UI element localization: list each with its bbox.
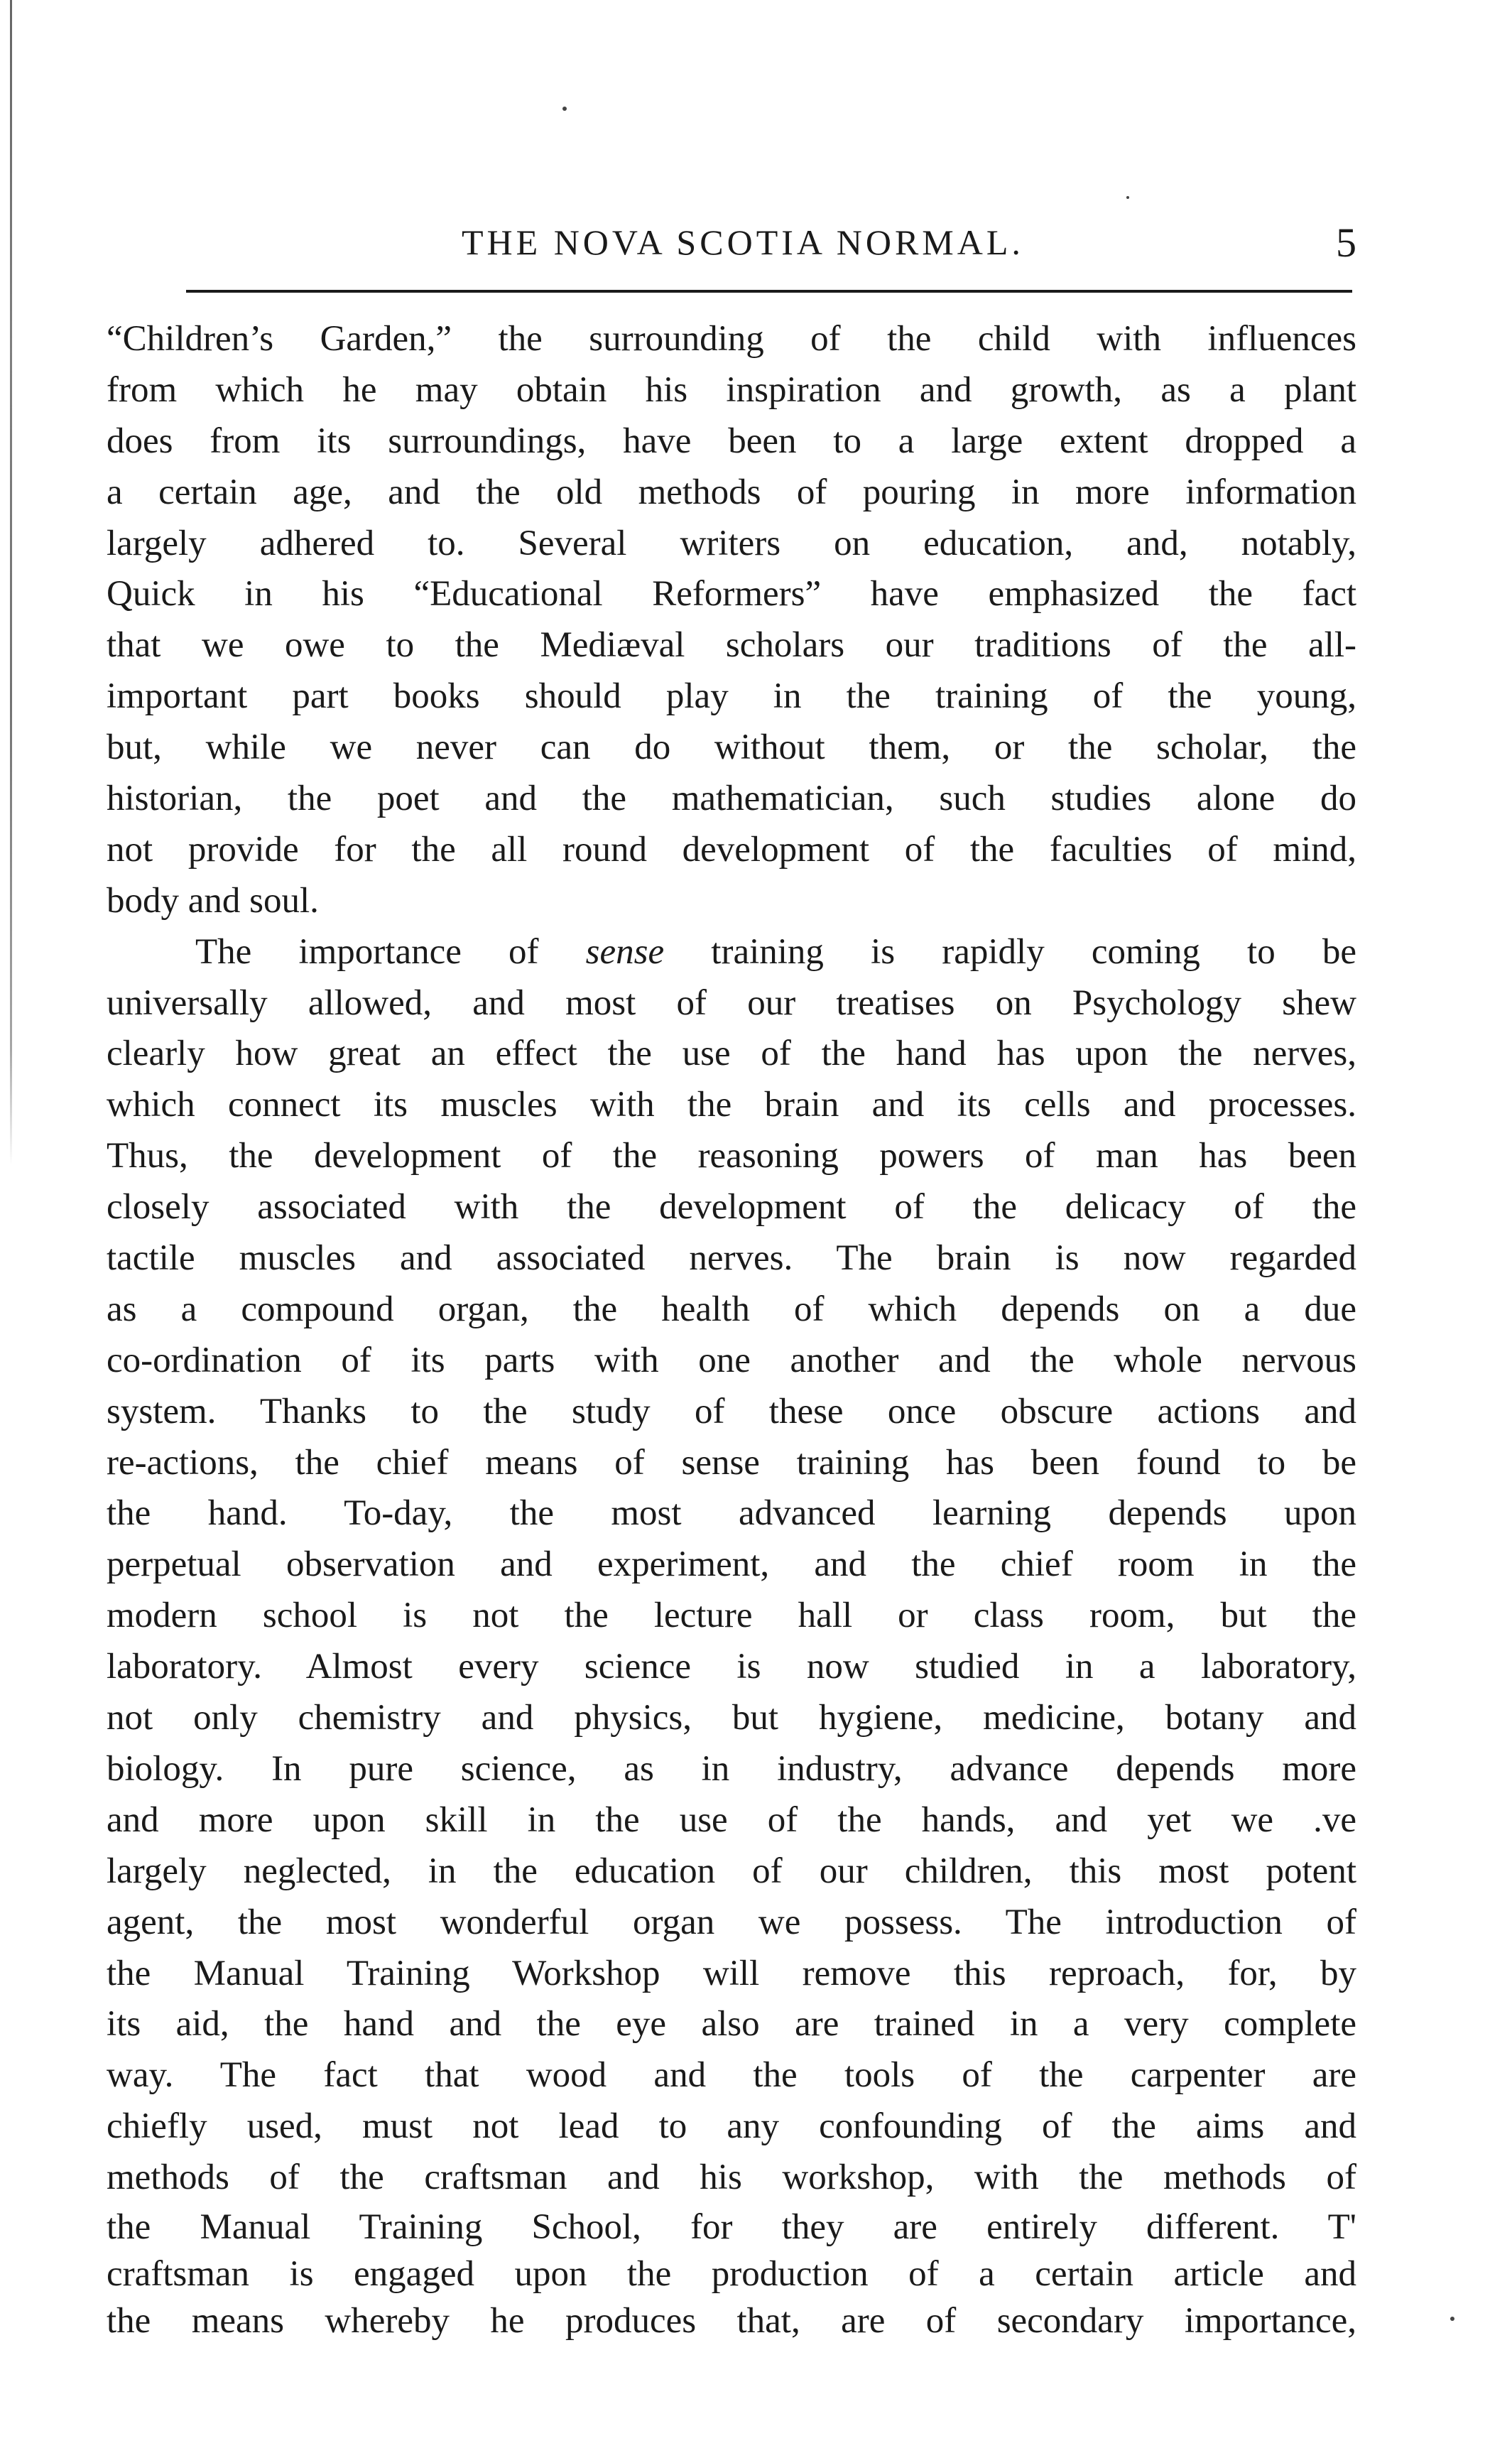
text-line: clearly how great an effect the use of the hand has upon the nerves, xyxy=(107,1034,1356,1074)
text-line: the Manual Training Workshop will remove this reproach, for, by xyxy=(107,1953,1356,1993)
page-header xyxy=(107,213,1356,270)
text-line: modern school is not the lecture hall or class room, but the xyxy=(107,1596,1356,1636)
text-line: largely adhered to. Several writers on education, and, notably, xyxy=(107,523,1356,563)
text-line: closely associated with the development of the delicacy of the xyxy=(107,1187,1356,1228)
text-line: not provide for the all round development of the faculties of mind, xyxy=(107,829,1356,870)
scan-speck xyxy=(1126,196,1129,199)
page-edge-mark xyxy=(10,0,12,1165)
text-line: largely neglected, in the education of our children, this most potent xyxy=(107,1851,1356,1891)
text-line: that we owe to the Mediæval scholars our traditions of the all- xyxy=(107,625,1356,666)
text-line: co-ordination of its parts with one another and the whole nervous xyxy=(107,1340,1356,1380)
text-line: biology. In pure science, as in industry, advance depends more xyxy=(107,1748,1356,1789)
text-line: and more upon skill in the use of the hands, and yet we .ve xyxy=(107,1799,1356,1840)
text-line: body and soul. xyxy=(107,880,319,921)
text-run: The importance of xyxy=(195,931,586,972)
running-head: THE NOVA SCOTIA NORMAL. xyxy=(462,222,1024,262)
text-line: craftsman is engaged upon the production of a certain article and xyxy=(107,2253,1356,2294)
text-line: from which he may obtain his inspiration and growth, as a plant xyxy=(107,369,1356,410)
text-line: “Children’s Garden,” the surrounding of the child with influences xyxy=(107,319,1356,359)
body-text xyxy=(107,314,1356,2344)
text-line: the means whereby he produces that, are of secondary importance, xyxy=(107,2300,1356,2341)
text-line: agent, the most wonderful organ we possess. The introduction of xyxy=(107,1902,1356,1942)
text-line: the hand. To-day, the most advanced learning depends upon xyxy=(107,1493,1356,1534)
text-line: way. The fact that wood and the tools of the carpenter are xyxy=(107,2055,1356,2096)
header-rule xyxy=(186,290,1352,293)
text-line: system. Thanks to the study of these once obscure actions and xyxy=(107,1391,1356,1431)
text-line: as a compound organ, the health of which depends on a due xyxy=(107,1289,1356,1329)
text-line: re-actions, the chief means of sense training has been found to be xyxy=(107,1442,1356,1483)
text-line: does from its surroundings, have been to a large extent dropped a xyxy=(107,421,1356,461)
text-line: perpetual observation and experiment, and the chief room in the xyxy=(107,1544,1356,1585)
scan-speck xyxy=(562,107,567,111)
text-line: methods of the craftsman and his workshop, with the methods of xyxy=(107,2157,1356,2198)
text-line: its aid, the hand and the eye also are trained in a very complete xyxy=(107,2004,1356,2045)
page-number: 5 xyxy=(1336,220,1356,266)
text-line: which connect its muscles with the brain and its cells and processes. xyxy=(107,1085,1356,1125)
text-line: but, while we never can do without them, or the scholar, the xyxy=(107,727,1356,768)
italic-word: sense xyxy=(585,931,665,972)
text-line: laboratory. Almost every science is now studied in a laboratory, xyxy=(107,1647,1356,1687)
text-line: Thus, the development of the reasoning powers of man has been xyxy=(107,1136,1356,1176)
text-line: not only chemistry and physics, but hygiene, medicine, botany and xyxy=(107,1698,1356,1738)
text-line: a certain age, and the old methods of pouring in more information xyxy=(107,472,1356,512)
text-line: universally allowed, and most of our treatises on Psychology shew xyxy=(107,982,1356,1023)
text-line: Quick in his “Educational Reformers” have emphasized the fact xyxy=(107,574,1356,614)
scan-speck xyxy=(1450,2317,1454,2321)
text-line: historian, the poet and the mathematician, such studies alone do xyxy=(107,779,1356,819)
text-line: important part books should play in the training of the young, xyxy=(107,676,1356,717)
text-line: chiefly used, must not lead to any confounding of the aims and xyxy=(107,2106,1356,2147)
text-line: the Manual Training School, for they are entirely different. T' xyxy=(107,2207,1356,2247)
text-run: training is rapidly coming to be xyxy=(664,931,1356,972)
paragraph-start-line xyxy=(107,927,1356,978)
text-line: tactile muscles and associated nerves. The brain is now regarded xyxy=(107,1238,1356,1279)
